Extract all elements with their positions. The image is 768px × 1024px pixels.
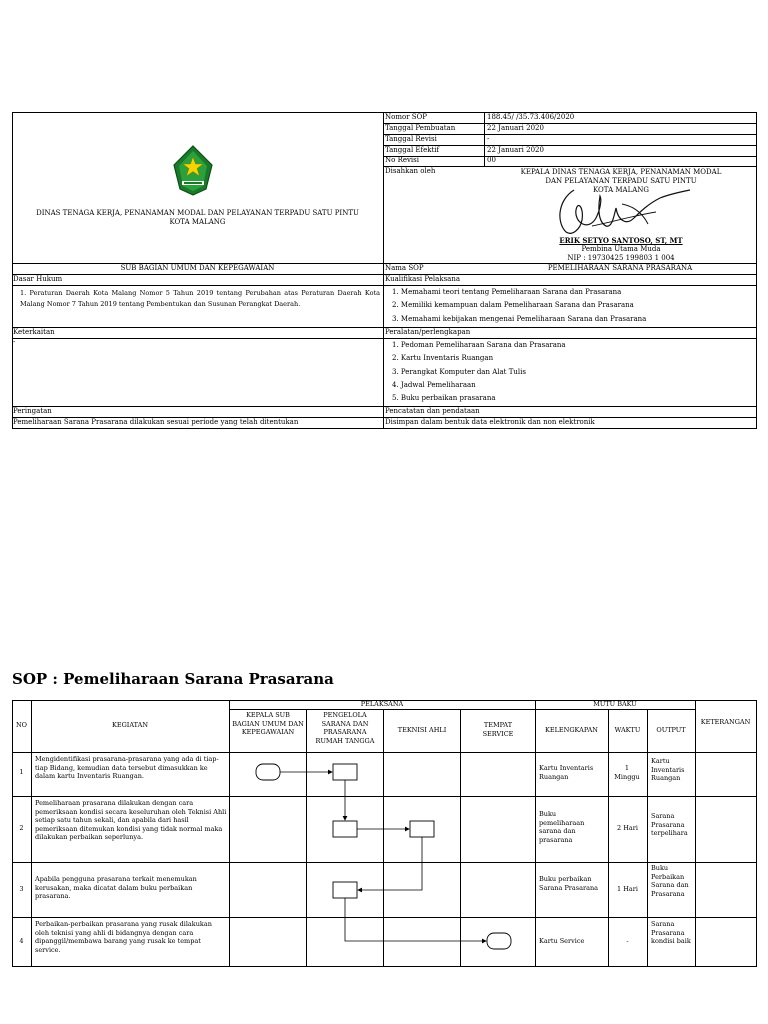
field-revisi-value: -: [487, 135, 490, 143]
field-nomor-label: Nomor SOP: [385, 113, 428, 121]
field-revisi-label: Tanggal Revisi: [385, 135, 437, 143]
peralatan-item-1: 1. Pedoman Pemeliharaan Sarana dan Prasarana: [392, 341, 566, 349]
group-mutu-baku: MUTU BAKU: [593, 700, 637, 708]
col-waktu: WAKTU: [614, 726, 641, 734]
sub-bagian: SUB BAGIAN UMUM DAN KEPEGAWAIAN: [120, 264, 275, 272]
flow-process-1: [333, 764, 357, 780]
table-row-2-waktu: 2 Hari: [617, 824, 638, 832]
col-pengelola-sarana: PENGELOLA SARANA DAN PRASARANA RUMAH TANGGA: [315, 711, 375, 745]
col-keterangan: KETERANGAN: [700, 718, 751, 726]
col-kegiatan: KEGIATAN: [111, 721, 149, 729]
kepala-line2: DAN PELAYANAN TERPADU SATU PINTU: [545, 177, 697, 185]
table-row-3-kelengkapan: Buku perbaikan Sarana Prasarana: [539, 875, 599, 892]
kualifikasi-item-2: 2. Memiliki kemampuan dalam Pemeliharaan Sarana dan Prasarana: [392, 301, 634, 309]
peralatan-item-4: 4. Jadwal Pemeliharaan: [392, 381, 476, 389]
field-norevisi-value: 00: [487, 156, 496, 164]
kualifikasi-item-1: 1. Memahami teori tentang Pemeliharaan Sarana dan Prasarana: [392, 288, 622, 296]
table-row-4-no: 4: [19, 937, 24, 945]
table-row-3-kegiatan: Apabila pengguna prasarana terkait menemukan kerusakan, maka dicatat dalam buku perbaikan prasarana.: [35, 875, 197, 900]
table-row-3-output: Buku Perbaikan Sarana dan Prasarana: [651, 864, 689, 898]
peringatan-value: Pemeliharaan Sarana Prasarana dilakukan sesuai periode yang telah ditentukan: [13, 418, 299, 426]
pencatatan-label: Pencatatan dan pendataan: [385, 407, 480, 415]
table-row-4-waktu: -: [626, 937, 629, 945]
signer-rank: Pembina Utama Muda: [581, 245, 661, 253]
table-row-1-waktu: 1 Minggu: [614, 764, 640, 781]
flow-arrow-5: [345, 898, 486, 941]
peralatan-item-3: 3. Perangkat Komputer dan Alat Tulis: [392, 368, 526, 376]
nama-sop-label: Nama SOP: [385, 264, 424, 272]
table-row-2-no: 2: [19, 824, 24, 832]
kepala-line3: KOTA MALANG: [593, 186, 649, 194]
table-row-2-output: Sarana Prasarana terpelihara: [651, 812, 688, 837]
table-row-1-kegiatan: Mengidentifikasi prasarana-prasarana yang ada di tiap-tiap Bidang, kemudian data tersebut dimasukkan ke dalam kartu Inventaris Ruangan.: [35, 755, 219, 780]
flow-process-teknisi: [410, 821, 434, 837]
peringatan-label: Peringatan: [13, 407, 52, 415]
org-name-line1: DINAS TENAGA KERJA, PENANAMAN MODAL DAN PELAYANAN TERPADU SATU PINTU: [36, 209, 359, 217]
table-row-4-kegiatan: Perbaikan-perbaikan prasarana yang rusak dilakukan oleh teknisi yang ahli di bidangnya dengan cara dipanggil/membawa barang yang rusak ke tempat service.: [35, 920, 212, 954]
col-kelengkapan: KELENGKAPAN: [545, 726, 598, 734]
flow-end-terminator: [487, 933, 511, 949]
kepala-line1: KEPALA DINAS TENAGA KERJA, PENANAMAN MODAL: [520, 168, 722, 176]
peralatan-item-2: 2. Kartu Inventaris Ruangan: [392, 354, 494, 362]
col-kepala-sub-bagian: KEPALA SUB BAGIAN UMUM DAN KEPEGAWAIAN: [232, 711, 304, 736]
flow-arrow-4: [358, 837, 422, 890]
col-teknisi-ahli: TEKNISI AHLI: [397, 726, 447, 734]
group-pelaksana: PELAKSANA: [360, 700, 404, 708]
field-efektif-value: 22 Januari 2020: [487, 146, 544, 154]
peralatan-item-5: 5. Buku perbaikan prasarana: [392, 394, 496, 402]
kualifikasi-label: Kualifikasi Pelaksana: [385, 275, 461, 283]
org-name-line2: KOTA MALANG: [169, 218, 226, 226]
field-efektif-label: Tanggal Efektif: [385, 146, 440, 154]
table-row-3-no: 3: [19, 885, 24, 893]
keterkaitan-value: -: [13, 338, 16, 346]
field-pembuatan-label: Tanggal Pembuatan: [385, 124, 456, 132]
table-row-1-kelengkapan: Kartu Inventaris Ruangan: [539, 764, 594, 781]
signer-name: ERIK SETYO SANTOSO, ST, MT: [559, 236, 683, 245]
table-row-2-kelengkapan: Buku pemeliharaan sarana dan prasarana: [539, 810, 585, 844]
flow-start-terminator: [256, 764, 280, 780]
dasar-hukum-label: Dasar Hukum: [13, 275, 63, 283]
disahkan-label: Disahkan oleh: [385, 167, 436, 175]
keterkaitan-label: Keterkaitan: [13, 328, 55, 336]
field-norevisi-label: No Revisi: [385, 156, 420, 164]
table-row-4-output: Sarana Prasarana kondisi baik: [651, 920, 691, 945]
table-row-1-no: 1: [19, 768, 24, 776]
dasar-hukum-item: 1. Peraturan Daerah Kota Malang Nomor 5 Tahun 2019 tentang Perubahan atas Peraturan Daerah Kota Malang Nomor 7 Tahun 2019 tentang Pembentukan dan Susunan Perangkat Daerah.: [20, 289, 380, 308]
col-tempat-service: TEMPAT SERVICE: [482, 721, 514, 738]
sop-title: SOP : Pemeliharaan Sarana Prasarana: [12, 670, 334, 688]
field-pembuatan-value: 22 Januari 2020: [487, 124, 544, 132]
table-row-4-kelengkapan: Kartu Service: [539, 937, 585, 945]
table-row-2-kegiatan: Pemeliharaan prasarana dilakukan dengan cara pemeriksaan kondisi secara keseluruhan oleh Teknisi Ahli setiap satu tahun sekali, dan apabila dari hasil pemeriksaan ditemukan kondisi yang tidak normal maka dilakukan perbaikan seperlunya.: [35, 799, 227, 841]
flow-process-3: [333, 882, 357, 898]
table-row-3-waktu: 1 Hari: [617, 885, 638, 893]
nama-sop-value: PEMELIHARAAN SARANA PRASARANA: [547, 264, 693, 272]
col-no: NO: [15, 721, 28, 729]
peralatan-label: Peralatan/perlengkapan: [385, 328, 471, 336]
signer-nip: NIP : 19730425 199803 1 004: [567, 254, 675, 262]
table-row-1-output: Kartu Inventaris Ruangan: [651, 757, 685, 782]
kualifikasi-item-3: 3. Memahami kebijakan mengenai Pemeliharaan Sarana dan Prasarana: [392, 315, 647, 323]
flow-process-2: [333, 821, 357, 837]
field-nomor-value: 188.45/ /35.73.406/2020: [487, 113, 575, 121]
col-output: OUTPUT: [656, 726, 686, 734]
pencatatan-value: Disimpan dalam bentuk data elektronik dan non elektronik: [385, 418, 595, 426]
